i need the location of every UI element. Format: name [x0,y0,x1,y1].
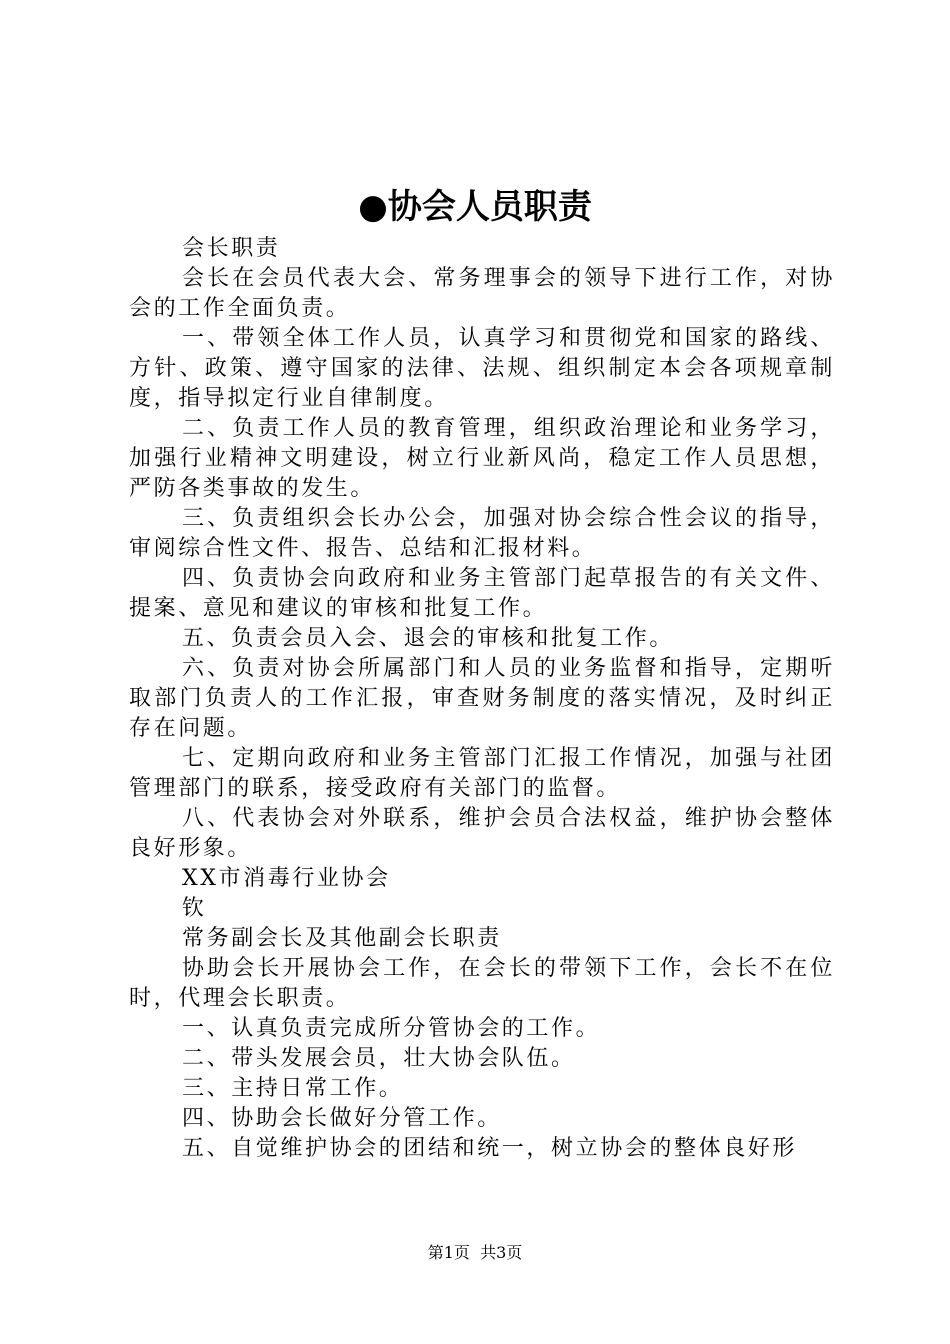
paragraph: 钦 [182,896,207,921]
paragraph: 会长在会员代表大会、常务理事会的领导下进行工作，对协会的工作全面负责。 [129,266,835,321]
section-heading-president: 会长职责 [182,236,281,261]
paragraph: 一、认真负责完成所分管协会的工作。 [182,1016,601,1041]
paragraph: 五、自觉维护协会的团结和统一，树立协会的整体良好形 [182,1136,798,1161]
document-title: ●协会人员职责 [358,187,592,227]
page-footer [0,1242,950,1264]
organization-name: XX市消毒行业协会 [182,866,391,891]
document-body [129,234,835,1164]
paragraph: 一、带领全体工作人员，认真学习和贯彻党和国家的路线、方针、政策、遵守国家的法律、法规、组织制定本会各项规章制度，指导拟定行业自律制度。 [129,326,835,411]
paragraph: 三、负责组织会长办公会，加强对协会综合性会议的指导，审阅综合性文件、报告、总结和汇报材料。 [129,506,835,561]
paragraph: 六、负责对协会所属部门和人员的业务监督和指导，定期听取部门负责人的工作汇报，审查财务制度的落实情况，及时纠正存在问题。 [129,656,835,741]
paragraph: 协助会长开展协会工作，在会长的带领下工作，会长不在位时，代理会长职责。 [129,956,835,1011]
page-number: 第1页 共3页 [427,1243,523,1262]
paragraph: 四、负责协会向政府和业务主管部门起草报告的有关文件、提案、意见和建议的审核和批复工作。 [129,566,835,621]
paragraph: 三、主持日常工作。 [182,1076,404,1101]
paragraph: 八、代表协会对外联系，维护会员合法权益，维护协会整体良好形象。 [129,806,835,861]
paragraph: 二、带头发展会员，壮大协会队伍。 [182,1046,576,1071]
paragraph: 五、负责会员入会、退会的审核和批复工作。 [182,626,675,651]
paragraph: 二、负责工作人员的教育管理，组织政治理论和业务学习，加强行业精神文明建设，树立行业新风尚，稳定工作人员思想，严防各类事故的发生。 [129,416,835,501]
section-heading-vice-president: 常务副会长及其他副会长职责 [182,926,502,951]
paragraph: 七、定期向政府和业务主管部门汇报工作情况，加强与社团管理部门的联系，接受政府有关部门的监督。 [129,746,835,801]
paragraph: 四、协助会长做好分管工作。 [182,1106,502,1131]
